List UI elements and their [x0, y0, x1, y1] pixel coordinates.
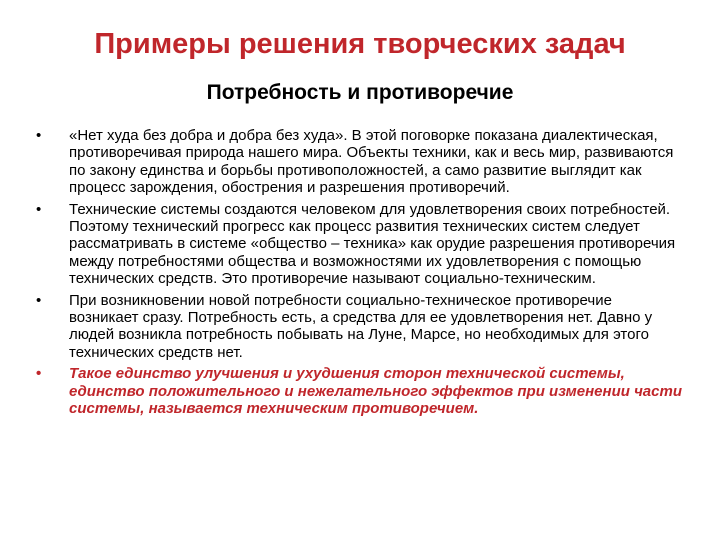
bullet-item-1: [34, 127, 684, 197]
bullet-text: Технические системы создаются человеком для удовлетворения своих потребностей. Поэтому технический прогресс как процесс развития технических систем следует рассматривать в системе «общество – техника» как орудие разрешения противоречия между потребностями общества и возможностями их удовлетворения с помощью технических средств. Это противоречие называют социально-техническим.: [69, 200, 676, 288]
bullet-item-3: [34, 292, 684, 362]
bullet-text: При возникновении новой потребности социально-техническое противоречие возникает сразу. Потребность есть, а средства для ее удовлетворения нет. Давно у людей возникла потребность побывать на Луне, Марсе, но необходимых для этого технических средств нет.: [69, 291, 653, 361]
bullet-text: «Нет худа без добра и добра без худа». В этой поговорке показана диалектическая, противоречивая природа нашего мира. Объекты техники, как и весь мир, развиваются по закону единства и борьбы противоположностей, а само развитие выглядит как процесс зарождения, обострения и разрешения противоречий.: [69, 127, 674, 197]
bullet-marker: •: [36, 365, 42, 383]
bullet-item-2: [34, 201, 684, 288]
bullet-item-4-highlight: [34, 365, 684, 417]
bullet-marker: •: [36, 200, 42, 218]
bullet-list: [34, 127, 684, 422]
bullet-marker: •: [36, 127, 42, 144]
bullet-text: Такое единство улучшения и ухудшения сторон технической системы, единство положительного и нежелательного эффектов при изменении части системы, называется техническим противоречием.: [69, 365, 682, 418]
slide-subtitle: Потребность и противоречие: [206, 81, 514, 104]
bullet-marker: •: [36, 291, 42, 309]
slide-title: Примеры решения творческих задач: [94, 28, 626, 60]
